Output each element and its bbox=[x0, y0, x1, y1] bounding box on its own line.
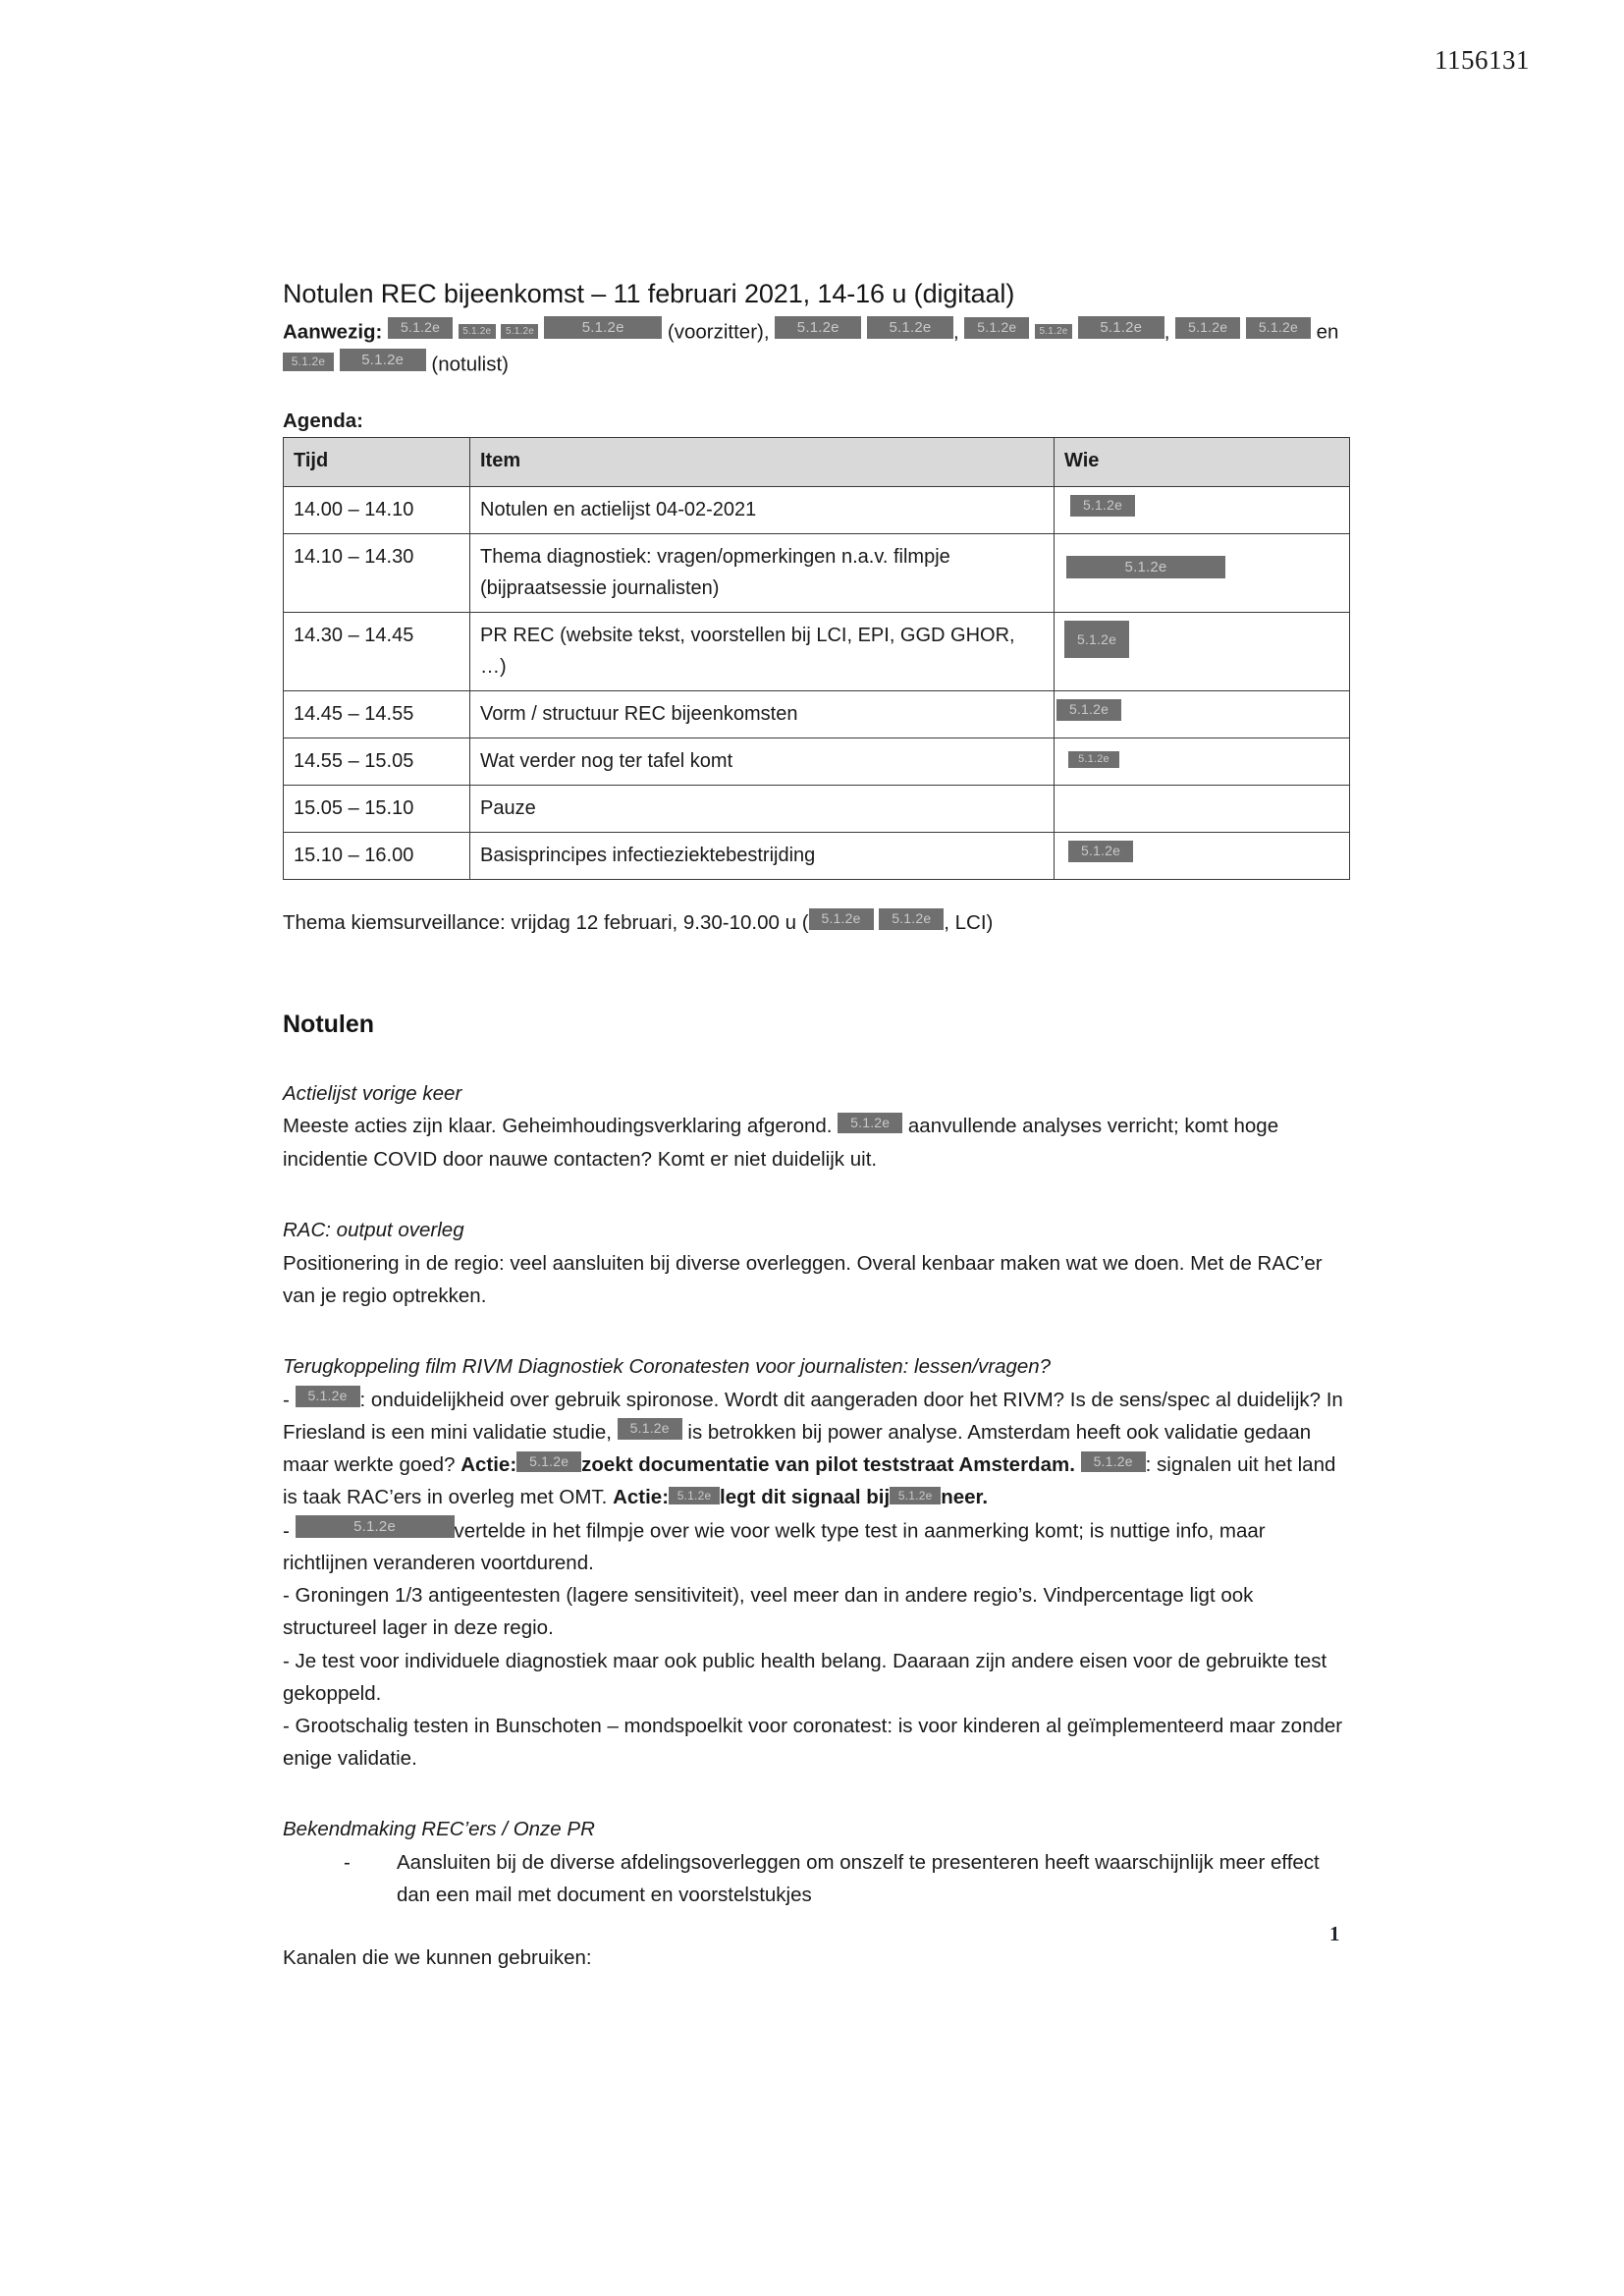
redaction-block: 5.1.2e bbox=[964, 317, 1029, 339]
redaction-block: 5.1.2e bbox=[296, 1386, 360, 1407]
thema-prefix: Thema kiemsurveillance: vrijdag 12 februari, 9.30-10.00 u ( bbox=[283, 910, 809, 934]
redaction-block: 5.1.2e bbox=[879, 908, 944, 930]
attendees-line bbox=[283, 315, 1349, 380]
table-row bbox=[284, 533, 1350, 612]
paragraph-terugkoppeling-5: - Grootschalig testen in Bunschoten – mondspoelkit voor coronatest: is voor kinderen al geïmplementeerd maar zonder enige validatie. bbox=[283, 1715, 1343, 1771]
redaction-block: 5.1.2e bbox=[1175, 317, 1240, 339]
cell-item: Vorm / structuur REC bijeenkomsten bbox=[470, 690, 1055, 738]
redaction-block: 5.1.2e bbox=[1068, 751, 1119, 768]
redaction-block: 5.1.2e bbox=[775, 316, 861, 339]
cell-wie bbox=[1055, 832, 1350, 879]
subheading-bekendmaking: Bekendmaking REC’ers / Onze PR bbox=[283, 1818, 595, 1841]
redaction-block: 5.1.2e bbox=[516, 1451, 581, 1473]
table-row bbox=[284, 690, 1350, 738]
table-row bbox=[284, 832, 1350, 879]
dash-marker: - bbox=[283, 1518, 290, 1542]
terugkoppeling-text-f: legt dit signaal bij bbox=[720, 1486, 891, 1509]
paragraph-rac-output: Positionering in de regio: veel aansluiten bij diverse overleggen. Overal kenbaar maken wat we doen. Met de RAC’er van je regio optrekken. bbox=[283, 1251, 1323, 1307]
cell-item: Basisprincipes infectieziektebestrijding bbox=[470, 832, 1055, 879]
page-title: Notulen REC bijeenkomst – 11 februari 2021, 14-16 u (digitaal) bbox=[283, 279, 1015, 308]
thema-kiemsurveillance-line bbox=[283, 907, 1349, 940]
redaction-block: 5.1.2e bbox=[1035, 324, 1072, 340]
table-row bbox=[284, 612, 1350, 690]
redaction-block: 5.1.2e bbox=[1068, 841, 1133, 862]
cell-tijd: 15.05 – 15.10 bbox=[284, 785, 470, 832]
section-heading-notulen: Notulen bbox=[283, 1010, 375, 1038]
paragraph-kanalen: Kanalen die we kunnen gebruiken: bbox=[283, 1945, 592, 1969]
page-number: 1 bbox=[1329, 1922, 1340, 1945]
cell-item: Thema diagnostiek: vragen/opmerkingen n.a.v. filmpje (bijpraatsessie journalisten) bbox=[470, 533, 1055, 612]
redaction-block: 5.1.2e bbox=[669, 1487, 720, 1505]
bekendmaking-bullet-list bbox=[283, 1846, 1349, 1911]
actie-label-2: Actie: bbox=[613, 1486, 670, 1509]
voorzitter-note: (voorzitter), bbox=[667, 320, 770, 343]
redaction-block: 5.1.2e bbox=[1081, 1451, 1146, 1473]
table-row bbox=[284, 738, 1350, 785]
redaction-block: 5.1.2e bbox=[1078, 316, 1164, 339]
redaction-block: 5.1.2e bbox=[890, 1487, 941, 1505]
table-header-row bbox=[284, 437, 1350, 486]
cell-tijd: 14.10 – 14.30 bbox=[284, 533, 470, 612]
cell-item: PR REC (website tekst, voorstellen bij LCI, EPI, GGD GHOR, …) bbox=[470, 612, 1055, 690]
redaction-block: 5.1.2e bbox=[809, 908, 874, 930]
redaction-block: 5.1.2e bbox=[1064, 621, 1129, 658]
attendees-en: en bbox=[1316, 320, 1339, 343]
paragraph-terugkoppeling-2 bbox=[283, 1514, 1349, 1580]
subheading-actielijst: Actielijst vorige keer bbox=[283, 1081, 462, 1105]
attendees-comma: , bbox=[952, 320, 959, 343]
column-header-wie: Wie bbox=[1055, 437, 1350, 486]
redaction-block: 5.1.2e bbox=[867, 316, 953, 339]
paragraph-terugkoppeling-3: - Groningen 1/3 antigeentesten (lagere sensitiviteit), veel meer dan in andere regio’s. Vindpercentage ligt ook structureel lager in deze regio. bbox=[283, 1584, 1254, 1640]
cell-tijd: 14.45 – 14.55 bbox=[284, 690, 470, 738]
cell-wie bbox=[1055, 486, 1350, 533]
subheading-terugkoppeling: Terugkoppeling film RIVM Diagnostiek Coronatesten voor journalisten: lessen/vragen? bbox=[283, 1354, 1052, 1378]
cell-wie bbox=[1055, 612, 1350, 690]
redaction-block: 5.1.2e bbox=[501, 324, 538, 340]
cell-tijd: 14.55 – 15.05 bbox=[284, 738, 470, 785]
cell-wie bbox=[1055, 785, 1350, 832]
paragraph-actielijst bbox=[283, 1110, 1349, 1175]
table-row bbox=[284, 785, 1350, 832]
terugkoppeling-text-e: : signalen uit het land is taak RAC’ers in overleg met OMT. bbox=[283, 1453, 1336, 1509]
cell-item: Pauze bbox=[470, 785, 1055, 832]
agenda-label: Agenda: bbox=[283, 409, 363, 432]
cell-item: Wat verder nog ter tafel komt bbox=[470, 738, 1055, 785]
terugkoppeling-text-p2b: vertelde in het filmpje over wie voor welk type test in aanmerking komt; is nuttige info, maar richtlijnen veranderen voortdurend. bbox=[283, 1518, 1266, 1575]
redaction-block: 5.1.2e bbox=[459, 324, 496, 340]
column-header-item: Item bbox=[470, 437, 1055, 486]
redaction-block: 5.1.2e bbox=[838, 1113, 902, 1134]
cell-item: Notulen en actielijst 04-02-2021 bbox=[470, 486, 1055, 533]
terugkoppeling-text-g: neer. bbox=[941, 1486, 989, 1509]
terugkoppeling-text-b: : onduidelijkheid over gebruik spironose. Wordt dit aangeraden door het RIVM? Is de sens/spec al duidelijk? In Friesland is een mini validatie studie, bbox=[283, 1388, 1343, 1444]
cell-wie bbox=[1055, 690, 1350, 738]
column-header-tijd: Tijd bbox=[284, 437, 470, 486]
actie-label-1: Actie: bbox=[460, 1453, 517, 1477]
paragraph-terugkoppeling-4: - Je test voor individuele diagnostiek maar ook public health belang. Daaraan zijn andere eisen voor de gebruikte test gekoppeld. bbox=[283, 1649, 1327, 1705]
cell-tijd: 14.00 – 14.10 bbox=[284, 486, 470, 533]
redaction-block: 5.1.2e bbox=[1066, 556, 1225, 578]
spacer bbox=[283, 1912, 1349, 1941]
redaction-block: 5.1.2e bbox=[283, 353, 334, 371]
redaction-block: 5.1.2e bbox=[1056, 699, 1121, 721]
text-before-redaction: Meeste acties zijn klaar. Geheimhoudingsverklaring afgerond. bbox=[283, 1115, 833, 1138]
redaction-block: 5.1.2e bbox=[388, 317, 453, 339]
table-row bbox=[284, 486, 1350, 533]
agenda-table bbox=[283, 437, 1350, 880]
subheading-rac-output: RAC: output overleg bbox=[283, 1218, 464, 1241]
document-id-header: 1156131 bbox=[1435, 45, 1530, 75]
redaction-block: 5.1.2e bbox=[296, 1515, 455, 1538]
cell-wie bbox=[1055, 738, 1350, 785]
redaction-block: 5.1.2e bbox=[1070, 495, 1135, 517]
redaction-block: 5.1.2e bbox=[544, 316, 662, 339]
text-after-redaction: aanvullende analyses verricht; komt hoge incidentie COVID door nauwe contacten? Komt er niet duidelijk uit. bbox=[283, 1115, 1279, 1171]
redaction-block: 5.1.2e bbox=[1246, 317, 1311, 339]
notulist-note: (notulist) bbox=[431, 353, 510, 376]
terugkoppeling-text-d: zoekt documentatie van pilot teststraat Amsterdam. bbox=[581, 1453, 1075, 1477]
thema-suffix: , LCI) bbox=[944, 910, 994, 934]
attendees-label: Aanwezig: bbox=[283, 320, 383, 343]
paragraph-terugkoppeling-1 bbox=[283, 1384, 1349, 1514]
dash-marker: - bbox=[283, 1388, 290, 1411]
list-item: - Aansluiten bij de diverse afdelingsoverleggen om onszelf te presenteren heeft waarschijnlijk meer effect dan een mail met document en voorstelstukjes bbox=[344, 1846, 1349, 1911]
document-body bbox=[283, 278, 1349, 1974]
cell-tijd: 14.30 – 14.45 bbox=[284, 612, 470, 690]
cell-wie bbox=[1055, 533, 1350, 612]
redaction-block: 5.1.2e bbox=[340, 349, 426, 371]
redaction-block: 5.1.2e bbox=[618, 1418, 682, 1440]
attendees-comma: , bbox=[1164, 320, 1170, 343]
terugkoppeling-text-c: is betrokken bij power analyse. Amsterdam heeft ook validatie gedaan maar werkte goed? bbox=[283, 1420, 1312, 1477]
cell-tijd: 15.10 – 16.00 bbox=[284, 832, 470, 879]
